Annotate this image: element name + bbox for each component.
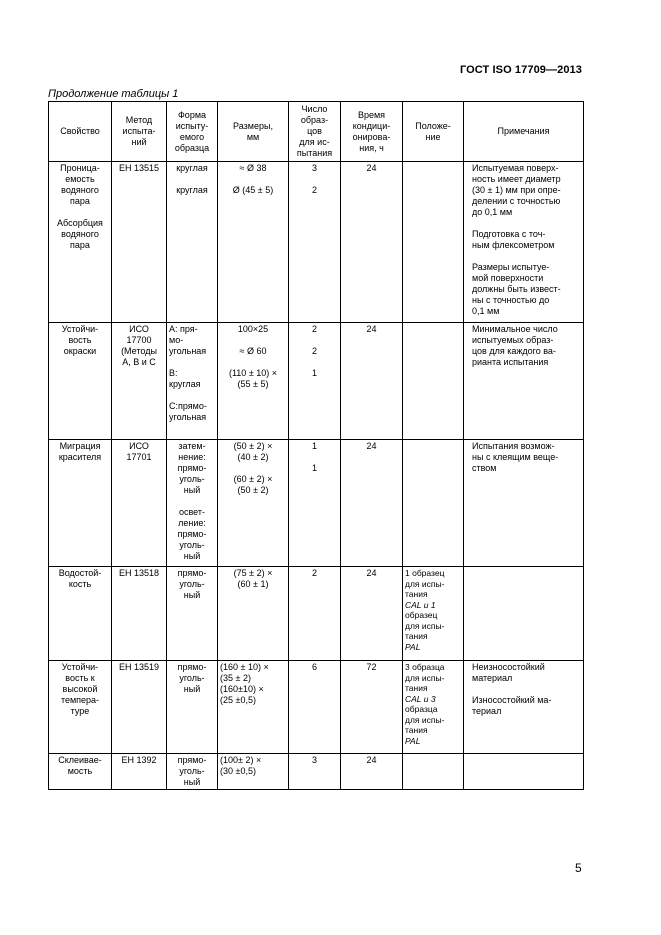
cell-property [49, 754, 112, 790]
cell-line: прямо- [177, 755, 207, 765]
cell-time: 24 [341, 162, 403, 323]
table-header-row [49, 102, 584, 162]
cell-line [220, 463, 286, 474]
cell-line: мой поверхности [472, 273, 544, 283]
cell-line [472, 218, 581, 229]
cell-line [291, 174, 338, 185]
cell-line: тания [405, 631, 428, 641]
cell-line: Устойчи- [61, 662, 99, 672]
cell-line: 3 [311, 755, 317, 765]
cell-line: 3 [311, 163, 317, 173]
cell-line: 17700 [126, 335, 152, 345]
cell-line: CAL и 1 [405, 599, 436, 610]
cell-line: Метод [125, 115, 153, 125]
cell-property [49, 162, 112, 323]
cell-line: тания [405, 725, 428, 735]
cell-line: B: [169, 368, 178, 378]
cell-line: 2 [311, 568, 317, 578]
cell-line: рианта испытания [472, 357, 549, 367]
specimen-table [48, 101, 584, 790]
cell-line: (160 ± 10) × [220, 662, 269, 672]
cell-line: ный [183, 590, 201, 600]
cell-line: делении с точностью [472, 196, 561, 206]
cell-line: Ø (45 ± 5) [232, 185, 274, 195]
cell-line: для испы- [405, 672, 445, 683]
cell-line [220, 174, 286, 185]
cell-line: (160±10) × [220, 684, 264, 694]
cell-line: Испытуемая поверх- [472, 163, 559, 173]
document-code: ГОСТ ISO 17709—2013 [459, 64, 582, 76]
cell-line: вость [68, 335, 92, 345]
cell-line [472, 251, 581, 262]
cell-line: затем- [178, 441, 206, 451]
cell-time: 24 [341, 323, 403, 440]
cell-line: 17701 [126, 452, 152, 462]
cell-line: териал [472, 706, 502, 716]
cell-count [289, 754, 341, 790]
cell-line: (40 ± 2) [237, 452, 269, 462]
cell-line: 1 образец [405, 568, 445, 578]
cell-line: образец [405, 610, 438, 620]
cell-position [403, 661, 464, 754]
cell-line: Свойство [60, 126, 100, 136]
header-form [167, 102, 218, 162]
cell-line: круглая [176, 163, 208, 173]
cell-line: образца [405, 704, 438, 714]
cell-line: для ис- [299, 137, 330, 147]
cell-line: нение: [178, 452, 206, 462]
cell-line: кондици- [352, 120, 391, 131]
cell-size [218, 754, 289, 790]
cell-line: 1 [311, 368, 317, 378]
cell-count [289, 440, 341, 567]
cell-method: ЕН 13518 [112, 567, 167, 661]
cell-line: ным флексометром [472, 240, 555, 250]
cell-line: PAL [405, 735, 421, 746]
cell-line: угольная [169, 346, 207, 356]
cell-line: испыту- [175, 120, 209, 131]
cell-position [403, 754, 464, 790]
cell-line: Минимальное число [472, 324, 558, 334]
cell-line: уголь- [179, 579, 205, 589]
cell-line [291, 452, 338, 463]
cell-line: 1 [311, 441, 317, 451]
cell-line: 2 [311, 324, 317, 334]
cell-position [403, 162, 464, 323]
cell-line: ≈ Ø 38 [239, 163, 267, 173]
cell-line: 1 [311, 463, 317, 473]
cell-line: (50 ± 2) × [233, 441, 273, 451]
cell-line: высокой [62, 684, 98, 694]
cell-property [49, 567, 112, 661]
cell-line [291, 335, 338, 346]
cell-line: ление: [178, 518, 206, 528]
cell-line: окраски [63, 346, 97, 356]
cell-line: емого [179, 131, 205, 142]
cell-line: Склеивае- [58, 755, 102, 765]
page-number: 5 [575, 861, 582, 875]
cell-line: емость [65, 174, 95, 184]
cell-line: Время [357, 109, 386, 120]
cell-line: ны с точностью до [472, 295, 550, 305]
cell-method: ЕН 13519 [112, 661, 167, 754]
cell-line: ИСО [129, 324, 149, 334]
cell-form [167, 162, 218, 323]
cell-line: PAL [405, 641, 421, 652]
cell-notes [464, 661, 584, 754]
cell-line: угольная [169, 412, 207, 422]
cell-line: Абсорбция [57, 218, 103, 228]
cell-position [403, 323, 464, 440]
cell-line: Подготовка с точ- [472, 229, 546, 239]
cell-line: (30 ± 1) мм при опре- [472, 185, 561, 195]
cell-line: цов [307, 126, 322, 136]
cell-line: водяного [61, 229, 99, 239]
cell-size [218, 162, 289, 323]
cell-line: ний [131, 137, 147, 147]
cell-time: 24 [341, 567, 403, 661]
cell-line: Форма [177, 109, 207, 120]
cell-time: 24 [341, 440, 403, 567]
cell-line: Неизносостойкий [472, 662, 545, 672]
cell-line: красителя [58, 452, 102, 462]
cell-line: прямо- [177, 662, 207, 672]
cell-line [472, 684, 581, 695]
cell-method [112, 440, 167, 567]
cell-line [220, 357, 286, 368]
cell-notes [464, 162, 584, 323]
cell-method: ЕН 13515 [112, 162, 167, 323]
cell-line: вость к [65, 673, 95, 683]
cell-line: ния, ч [359, 142, 384, 153]
cell-notes [464, 440, 584, 567]
table-row [49, 754, 584, 790]
cell-form [167, 754, 218, 790]
cell-line: 2 [311, 185, 317, 195]
cell-time: 72 [341, 661, 403, 754]
cell-line: уголь- [179, 766, 205, 776]
cell-line: ние [425, 131, 441, 142]
cell-line: Износостойкий ма- [472, 695, 552, 705]
cell-line [169, 496, 215, 507]
cell-line: Число [301, 104, 328, 114]
cell-size [218, 567, 289, 661]
cell-line: цов для каждого ва- [472, 346, 556, 356]
cell-line: Устойчи- [61, 324, 99, 334]
cell-line: тания [405, 589, 428, 599]
cell-line: круглая [176, 185, 208, 195]
cell-line: для испы- [405, 578, 445, 589]
header-notes [464, 102, 584, 162]
cell-line [51, 207, 109, 218]
cell-line: (55 ± 5) [237, 379, 269, 389]
cell-count [289, 323, 341, 440]
cell-line: испытуемых образ- [472, 335, 554, 345]
cell-line: образ- [300, 115, 329, 125]
cell-size [218, 661, 289, 754]
cell-line: ный [183, 551, 201, 561]
cell-position [403, 567, 464, 661]
cell-line: 6 [311, 662, 317, 672]
cell-line: для испы- [405, 714, 445, 725]
cell-line: ны с клеящим веще- [472, 452, 559, 462]
cell-line: (100± 2) × [220, 755, 262, 765]
cell-line: мо- [169, 335, 184, 345]
cell-line: для испы- [405, 620, 445, 631]
cell-size [218, 323, 289, 440]
cell-method: ЕН 1392 [112, 754, 167, 790]
cell-form [167, 440, 218, 567]
cell-line: должны быть извест- [472, 284, 561, 294]
cell-line: 0,1 мм [472, 306, 500, 316]
cell-line: образца [174, 142, 210, 153]
cell-count [289, 661, 341, 754]
cell-line: освет- [178, 507, 205, 517]
cell-line: (25 ±0,5) [220, 695, 256, 705]
cell-line: туре [70, 706, 90, 716]
cell-line: A, B и C [122, 357, 156, 367]
cell-line: прямо- [177, 568, 207, 578]
cell-line: до 0,1 мм [472, 207, 513, 217]
cell-size [218, 440, 289, 567]
cell-line: уголь- [179, 540, 205, 550]
table-caption: Продолжение таблицы 1 [48, 88, 179, 100]
cell-form [167, 661, 218, 754]
cell-line: ИСО [129, 441, 149, 451]
cell-line: пара [70, 240, 90, 250]
cell-notes [464, 567, 584, 661]
header-time [341, 102, 403, 162]
table-row [49, 323, 584, 440]
cell-line: темпера- [60, 695, 100, 705]
cell-line: пытания [296, 148, 333, 158]
cell-notes [464, 754, 584, 790]
cell-line: Примечания [497, 126, 550, 136]
cell-line: 2 [311, 346, 317, 356]
cell-line: Положе- [415, 120, 451, 131]
cell-time: 24 [341, 754, 403, 790]
table-row [49, 162, 584, 323]
cell-form [167, 323, 218, 440]
cell-line: прямо- [177, 463, 207, 473]
cell-line [169, 174, 215, 185]
cell-line [169, 357, 215, 368]
cell-line: прямо- [177, 529, 207, 539]
cell-line: Испытания возмож- [472, 441, 555, 451]
table-row [49, 440, 584, 567]
cell-line: Размеры испытуе- [472, 262, 550, 272]
header-count [289, 102, 341, 162]
cell-line: уголь- [179, 673, 205, 683]
cell-line: испыта- [122, 126, 156, 136]
cell-line: (35 ± 2) [220, 673, 251, 683]
cell-line: (60 ± 2) × [233, 474, 273, 484]
cell-form [167, 567, 218, 661]
table-row [49, 661, 584, 754]
cell-line: (60 ± 1) [237, 579, 269, 589]
cell-line: ный [183, 485, 201, 495]
cell-line: круглая [169, 379, 201, 389]
cell-line: мость [67, 766, 93, 776]
cell-line: мм [246, 131, 260, 142]
cell-line [291, 357, 338, 368]
header-size [218, 102, 289, 162]
cell-property [49, 323, 112, 440]
cell-line: Миграция [59, 441, 101, 451]
cell-line: 3 образца [405, 662, 445, 672]
header-position [403, 102, 464, 162]
cell-line: онирова- [352, 131, 391, 142]
cell-line: пара [70, 196, 90, 206]
cell-line: ность имеет диаметр [472, 174, 561, 184]
cell-notes [464, 323, 584, 440]
table-row [49, 567, 584, 661]
cell-line: ством [472, 463, 497, 473]
cell-line: ≈ Ø 60 [239, 346, 267, 356]
cell-line: Водостой- [58, 568, 102, 578]
cell-line: Размеры, [233, 120, 273, 131]
cell-line: материал [472, 673, 513, 683]
cell-count [289, 567, 341, 661]
cell-line: C:прямо- [169, 401, 207, 411]
cell-line: ный [183, 684, 201, 694]
cell-property [49, 661, 112, 754]
cell-count [289, 162, 341, 323]
cell-line: (30 ±0,5) [220, 766, 256, 776]
cell-line: ный [183, 777, 201, 787]
cell-line: водяного [61, 185, 99, 195]
cell-method [112, 323, 167, 440]
cell-line: Проница- [60, 163, 100, 173]
cell-line [220, 335, 286, 346]
cell-line: 100×25 [237, 324, 269, 334]
cell-line [169, 390, 215, 401]
header-method [112, 102, 167, 162]
cell-line: (110 ± 10) × [228, 368, 278, 378]
cell-line: CAL и 3 [405, 693, 436, 704]
cell-line: (50 ± 2) [237, 485, 269, 495]
cell-line: (Методы [121, 346, 157, 356]
cell-line: (75 ± 2) × [233, 568, 273, 578]
cell-line: тания [405, 683, 428, 693]
cell-position [403, 440, 464, 567]
cell-line: кость [68, 579, 92, 589]
header-property [49, 102, 112, 162]
cell-line: A: пря- [169, 324, 198, 334]
cell-property [49, 440, 112, 567]
cell-line: уголь- [179, 474, 205, 484]
